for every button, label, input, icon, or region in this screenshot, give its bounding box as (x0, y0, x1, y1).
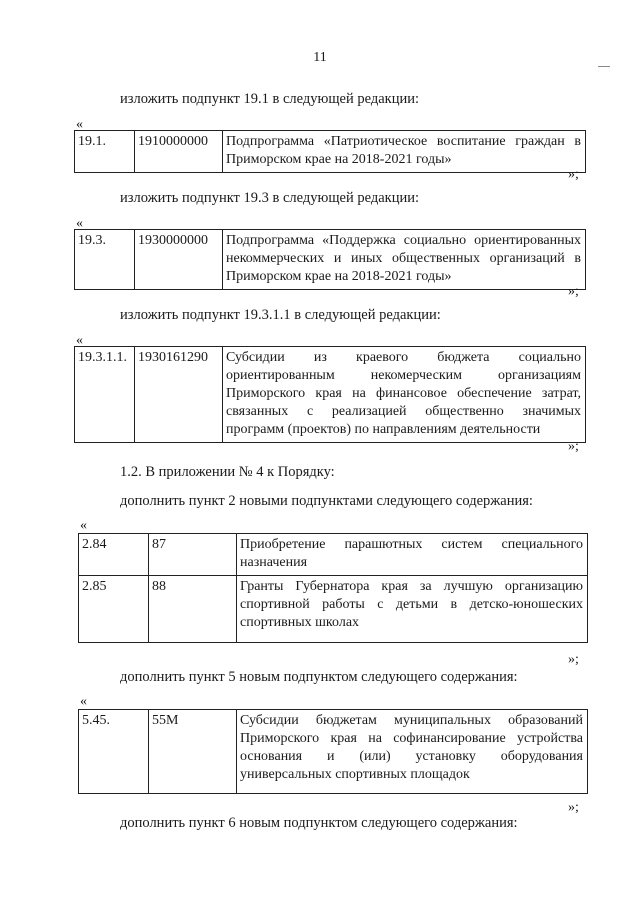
instruction-point-5: дополнить пункт 5 новым подпунктом следующего содержания: (120, 669, 518, 685)
table-point-5 (78, 709, 588, 794)
instruction-19-1: изложить подпункт 19.1 в следующей редакции: (120, 91, 420, 107)
open-quote-point-2: « (80, 518, 87, 533)
cell-code: 1910000000 (135, 131, 223, 173)
description-line: спортивной работы с детьми в детско-юношеских (240, 597, 583, 612)
instruction-point-2: дополнить пункт 2 новыми подпунктами следующего содержания: (120, 493, 533, 509)
table-row (79, 534, 588, 576)
description-line: Приморском крае на 2018-2021 годы» (226, 152, 452, 167)
cell-code: 55М (149, 710, 237, 794)
description-line: некоммерческих и иных общественных организаций в (226, 251, 581, 266)
cell-number: 5.45. (79, 710, 149, 794)
close-quote-point-5: »; (568, 800, 579, 815)
description-line: Приморском крае на 2018-2021 годы» (226, 269, 452, 284)
description-line: Субсидии бюджетам муниципальных образований (240, 713, 583, 728)
open-quote-point-5: « (80, 694, 87, 709)
page-number: 11 (313, 50, 327, 65)
cell-number: 19.3. (75, 230, 135, 290)
cell-code: 88 (149, 576, 237, 643)
close-quote-19-3-1-1: »; (568, 439, 579, 454)
cell-description (223, 131, 586, 173)
section-heading-1-2: 1.2. В приложении № 4 к Порядку: (120, 464, 335, 480)
description-line: Гранты Губернатора края за лучшую организацию (240, 579, 583, 594)
cell-code: 1930161290 (135, 347, 223, 443)
close-quote-19-1: »; (568, 167, 579, 182)
close-quote-point-2: »; (568, 652, 579, 667)
cell-description (223, 230, 586, 290)
open-quote-19-1: « (76, 117, 83, 132)
table-row (75, 230, 586, 290)
open-quote-19-3: « (76, 216, 83, 231)
description-line: Подпрограмма «Патриотическое воспитание граждан в (226, 134, 581, 149)
description-line: ориентированным некомерческим организациям (226, 368, 581, 383)
instruction-19-3-1-1: изложить подпункт 19.3.1.1 в следующей редакции: (120, 307, 441, 323)
cell-code: 1930000000 (135, 230, 223, 290)
close-quote-19-3: »; (568, 284, 579, 299)
table-19-3 (74, 229, 586, 290)
open-quote-19-3-1-1: « (76, 333, 83, 348)
description-line: Приморского края на софинансирование устройства (240, 731, 583, 746)
instruction-point-6: дополнить пункт 6 новым подпунктом следующего содержания: (120, 815, 518, 831)
description-line: основания и (или) установку оборудования (240, 749, 583, 764)
cell-description (237, 576, 588, 643)
description-line: Приморского края на финансовое обеспечение затрат, (226, 386, 581, 401)
scan-mark (598, 66, 610, 67)
description-line: спортивных школах (240, 615, 360, 630)
cell-code: 87 (149, 534, 237, 576)
description-line: универсальных спортивных площадок (240, 767, 470, 782)
table-point-2 (78, 533, 588, 643)
cell-number: 19.3.1.1. (75, 347, 135, 443)
description-line: программ (проектов) по направлениям деятельности (226, 422, 541, 437)
cell-number: 19.1. (75, 131, 135, 173)
instruction-19-3: изложить подпункт 19.3 в следующей редакции: (120, 190, 420, 206)
cell-description (223, 347, 586, 443)
cell-number: 2.84 (79, 534, 149, 576)
table-row (79, 576, 588, 643)
table-row (79, 710, 588, 794)
cell-number: 2.85 (79, 576, 149, 643)
table-19-1 (74, 130, 586, 173)
cell-description (237, 710, 588, 794)
description-line: Субсидии из краевого бюджета социально (226, 350, 581, 365)
table-19-3-1-1 (74, 346, 586, 443)
description-line: Приобретение парашютных систем специального (240, 537, 583, 552)
description-line: Подпрограмма «Поддержка социально ориентированных (226, 233, 581, 248)
table-row (75, 347, 586, 443)
cell-description (237, 534, 588, 576)
description-line: назначения (240, 555, 308, 570)
description-line: связанных с реализацией общественно значимых (226, 404, 581, 419)
table-row (75, 131, 586, 173)
